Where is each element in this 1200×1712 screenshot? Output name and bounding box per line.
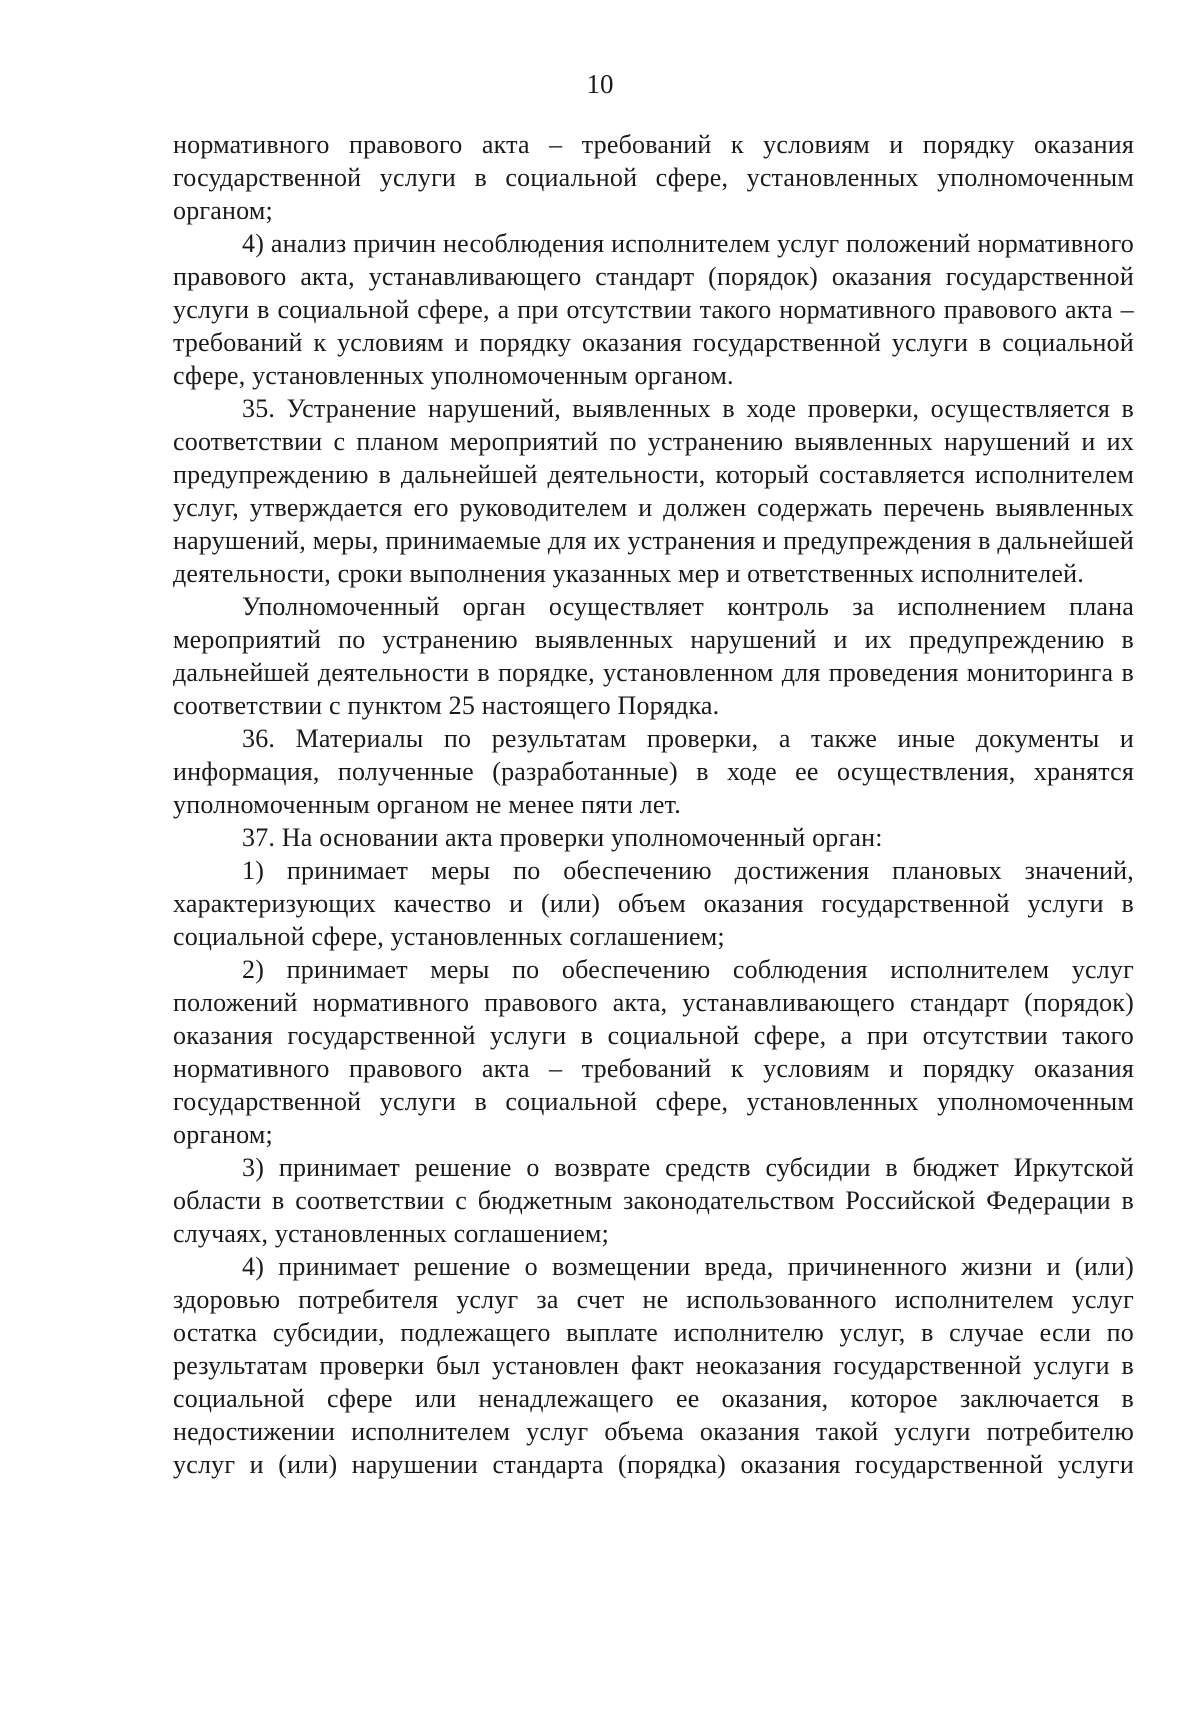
paragraph-clause-36: 36. Материалы по результатам проверки, а также иные документы и информация, полученные (разработанные) в ходе ее осуществления, хранятся уполномоченным органом не менее пяти лет. — [173, 724, 1134, 819]
paragraph-clause-37-item-4: 4) принимает решение о возмещении вреда, причиненного жизни и (или) здоровью потребителя услуг за счет не использованного исполнителем услуг остатка субсидии, подлежащего выплате исполнителю услуг, в случае если по результатам проверки был установлен факт неоказания государственной услуги в социальной сфере или ненадлежащего ее оказания, которое заключается в недостижении исполнителем услуг объема оказания такой услуги потребителю услуг и (или) нарушении стандарта (порядка) оказания государственной услуги — [173, 1252, 1134, 1479]
paragraph-clause-37-item-2: 2) принимает меры по обеспечению соблюдения исполнителем услуг положений нормативного правового акта, устанавливающего стандарт (порядок) оказания государственной услуги в социальной сфере, а при отсутствии такого нормативного правового акта – требований к условиям и порядку оказания государственной услуги в социальной сфере, установленных уполномоченным органом; — [173, 955, 1134, 1149]
paragraph-continuation: нормативного правового акта – требований к условиям и порядку оказания государственной услуги в социальной сфере, установленных уполномоченным органом; — [173, 130, 1134, 225]
paragraph-clause-35: 35. Устранение нарушений, выявленных в ходе проверки, осуществляется в соответствии с планом мероприятий по устранению выявленных нарушений и их предупреждению в дальнейшей деятельности, который составляется исполнителем услуг, утверждается его руководителем и должен содержать перечень выявленных нарушений, меры, принимаемые для их устранения и предупреждения в дальнейшей деятельности, сроки выполнения указанных мер и ответственных исполнителей. — [173, 394, 1134, 588]
document-body — [173, 128, 1134, 1481]
paragraph-clause-37-item-3: 3) принимает решение о возврате средств субсидии в бюджет Иркутской области в соответствии с бюджетным законодательством Российской Федерации в случаях, установленных соглашением; — [173, 1153, 1134, 1248]
paragraph-clause-37-item-1: 1) принимает меры по обеспечению достижения плановых значений, характеризующих качество и (или) объем оказания государственной услуги в социальной сфере, установленных соглашением; — [173, 856, 1134, 951]
page-number: 10 — [586, 69, 614, 99]
paragraph-authorized-body-control: Уполномоченный орган осуществляет контроль за исполнением плана мероприятий по устранению выявленных нарушений и их предупреждению в дальнейшей деятельности в порядке, установленном для проведения мониторинга в соответствии с пунктом 25 настоящего Порядка. — [173, 592, 1134, 720]
paragraph-clause-37: 37. На основании акта проверки уполномоченный орган: — [242, 823, 883, 852]
paragraph-item-4-analysis: 4) анализ причин несоблюдения исполнителем услуг положений нормативного правового акта, устанавливающего стандарт (порядок) оказания государственной услуги в социальной сфере, а при отсутствии такого нормативного правового акта – требований к условиям и порядку оказания государственной услуги в социальной сфере, установленных уполномоченным органом. — [173, 229, 1134, 390]
